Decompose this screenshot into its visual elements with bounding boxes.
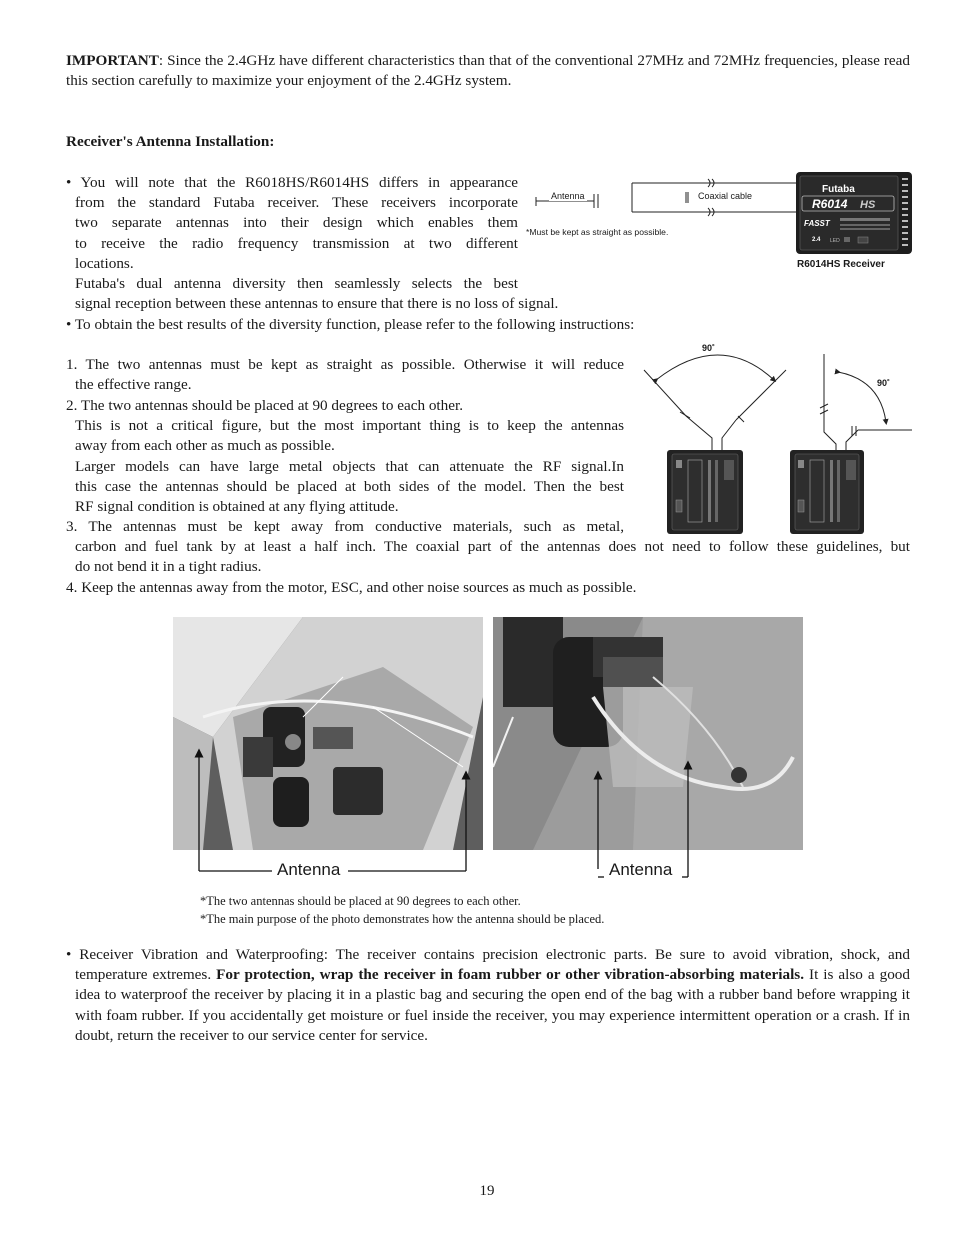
list-line: This is not a critical figure, but the most important thing is to keep the antennas <box>75 417 624 435</box>
bullet1-line-last: signal reception between these antennas to ensure that there is no loss of signal. <box>75 295 559 312</box>
coaxial-cable-label: Coaxial cable <box>698 191 753 201</box>
photo-left-antenna-label: Antenna <box>277 860 341 879</box>
important-text: : Since the 2.4GHz have different characteristics than that of the conventional 27MHz and 72MHz frequencies, please read this section carefully to maximize your enjoyment of the 2.4GHz system. <box>66 52 910 90</box>
bullet1-line: • You will note that the R6018HS/R6014HS differs in appearance <box>66 174 518 191</box>
bullet1-line: two separate antennas into their design which enables them <box>75 214 518 232</box>
list-line: the effective range. <box>75 376 192 394</box>
list-line: RF signal condition is obtained at any flying attitude. <box>75 498 399 516</box>
receiver-fasst: FASST <box>804 219 830 228</box>
vibration-text-2: It is also a good idea to waterproof the receiver by placing it in a plastic bag and securing the open end of the bag with a rubber band before wrapping it with foam rubber. If you accidentally get moisture or fuel inside the receiver, you may experience intermittent operation or a crash. If in doubt, return the receiver to our service center for service. <box>75 966 910 1044</box>
antenna-label: Antenna <box>551 191 585 201</box>
photo-caption-2: *The main purpose of the photo demonstrates how the antenna should be placed. <box>200 912 605 926</box>
list-line: 3. The antennas must be kept away from conductive materials, such as metal, <box>66 518 624 535</box>
vibration-paragraph <box>66 945 910 1046</box>
bullet1-line: from the standard Futaba receiver. These receivers incorporate <box>75 194 518 212</box>
antenna-angle-diagram <box>630 340 912 536</box>
bullet1-block <box>66 173 518 294</box>
receiver-band: 2.4 <box>812 237 821 243</box>
bullet1-line: Futaba's dual antenna diversity then seamlessly selects the best <box>75 275 518 293</box>
photo-right-antenna-label: Antenna <box>609 860 673 879</box>
vibration-bold: For protection, wrap the receiver in foam rubber or other vibration-absorbing materials. <box>216 966 805 984</box>
receiver-led-label: LED <box>830 238 840 244</box>
list-item-1 <box>66 355 624 395</box>
list-line: do not bend it in a tight radius. <box>75 558 262 576</box>
vibration-text-1: • Receiver Vibration and Waterproofing: The receiver contains precision electronic parts. Be sure to avoid vibration, shock, and temperature extremes. <box>66 946 910 984</box>
receiver-caption: R6014HS Receiver <box>797 259 885 270</box>
list-line: carbon and fuel tank by at least a half inch. The coaxial part of the antennas does not need to follow these guidelines, but <box>75 538 910 556</box>
section-title: Receiver's Antenna Installation: <box>66 133 275 150</box>
list-item-2 <box>66 396 624 517</box>
receiver-model: R6014 <box>812 197 848 211</box>
bullet1-line: locations. <box>75 254 134 272</box>
bullet1-line: to receive the radio frequency transmission at two different <box>75 234 518 252</box>
list-line: Larger models can have large metal objects that can attenuate the RF signal.In <box>75 457 624 475</box>
photo-caption-1: *The two antennas should be placed at 90 degrees to each other. <box>200 894 521 908</box>
list-line: away from each other as much as possible. <box>75 437 335 455</box>
receiver-model-suffix: HS <box>860 199 876 211</box>
list-item-4: 4. Keep the antennas away from the motor, ESC, and other noise sources as much as possible. <box>66 579 637 596</box>
straight-note: *Must be kept as straight as possible. <box>526 227 669 237</box>
bullet2: • To obtain the best results of the diversity function, please refer to the following instructions: <box>66 316 635 333</box>
page-number: 19 <box>479 1183 495 1199</box>
list-line: 1. The two antennas must be kept as straight as possible. Otherwise it will reduce <box>66 356 624 373</box>
angle-label-2: 90˚ <box>877 378 891 388</box>
angle-label-1: 90˚ <box>702 343 716 353</box>
important-label: IMPORTANT <box>66 52 159 69</box>
list-line: 2. The two antennas should be placed at 90 degrees to each other. <box>66 397 463 414</box>
receiver-brand: Futaba <box>822 184 855 195</box>
list-line: this case the antennas should be placed at both sides of the model. Then the best <box>75 477 624 495</box>
receiver-diagram <box>522 166 914 274</box>
important-paragraph <box>66 51 910 91</box>
